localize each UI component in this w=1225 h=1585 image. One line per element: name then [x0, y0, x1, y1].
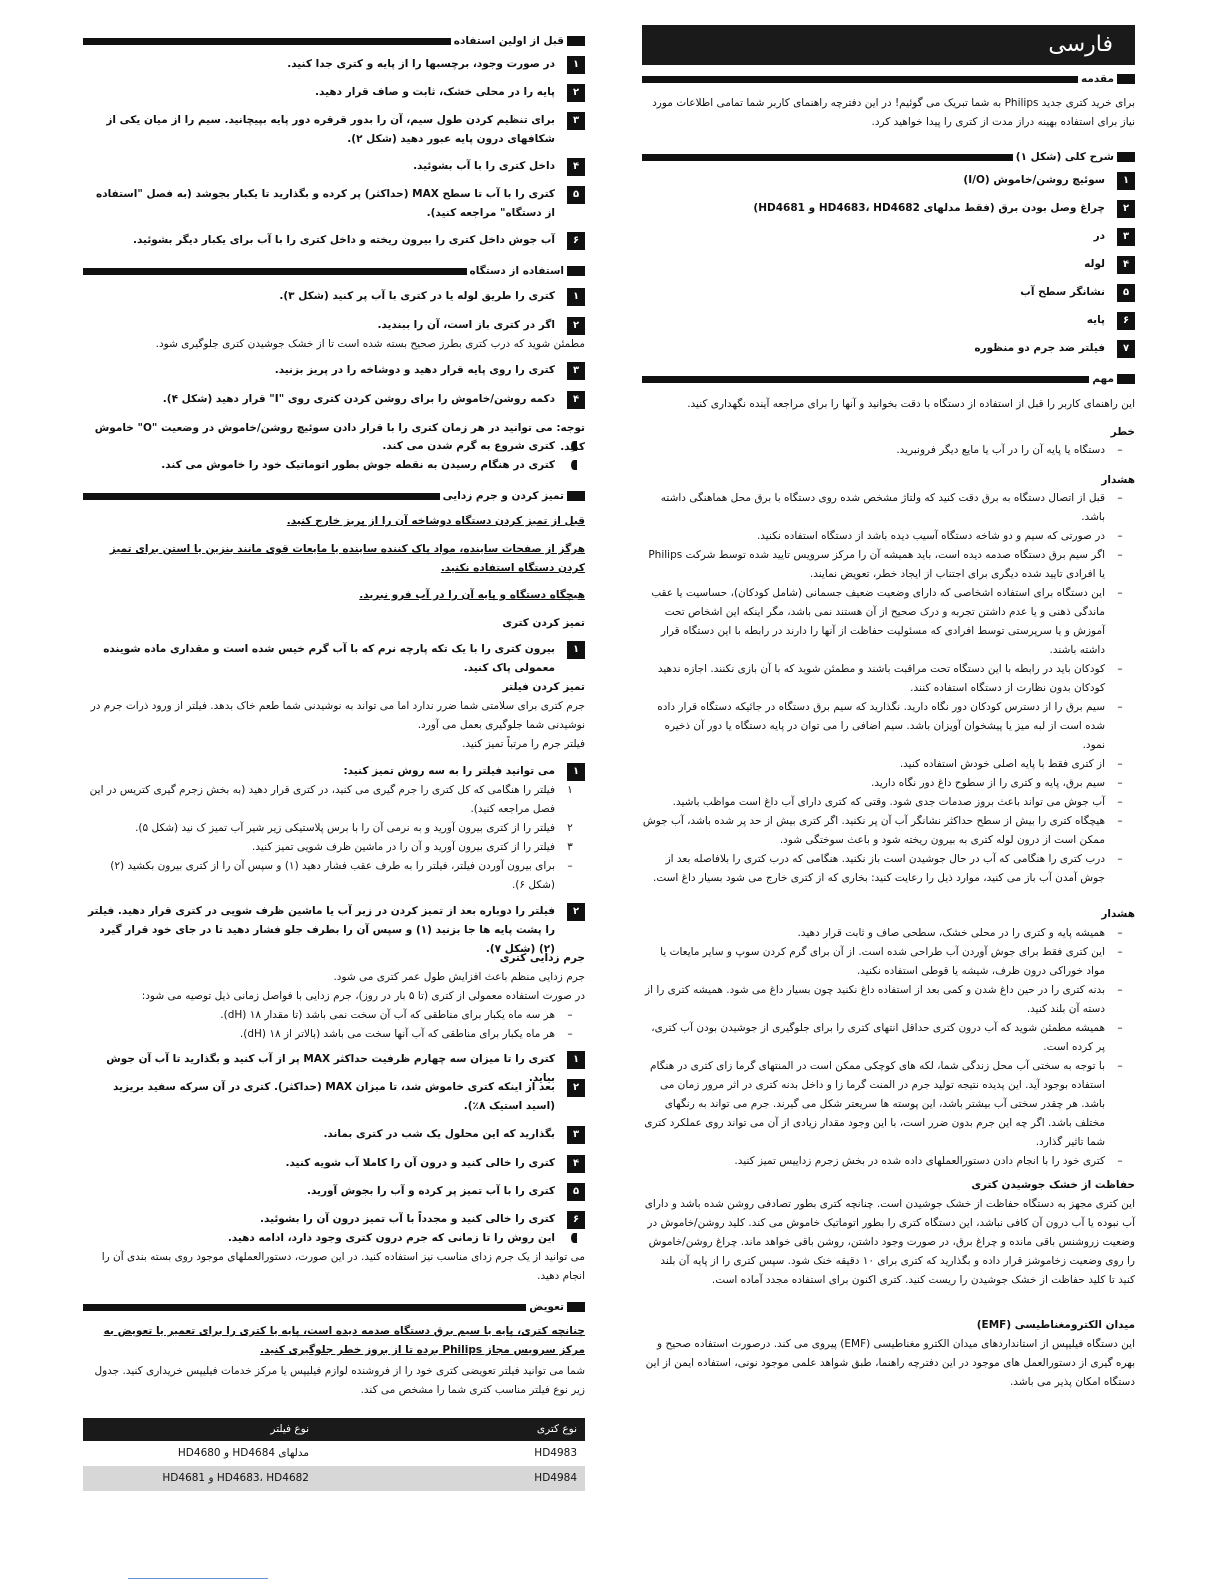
filter-method: ۳ فیلتر را از کتری بیرون آورید و آن را در ماشین ظرف شویی تمیز کنید. [252, 841, 573, 853]
overview-item: ۶ پایه [642, 311, 1135, 330]
emf-text: این دستگاه فیلیپس از استانداردهای میدان الکترو مغناطیسی (EMF) پیروی می کند. درصورت استفاده صحیح و بهره گیری از دستورالعمل های موجود در این دفترچه راهنما، طبق شواهد علمی موجود نونی، استفاده ایمن از این دستگاه امکان پذیر می باشد. [645, 1338, 1135, 1388]
descale-line: در صورت استفاده معمولی از کتری (تا ۵ بار در روز)، جرم زدایی با فواصل زمانی ذیل توصیه می شود: [141, 990, 585, 1002]
filter-regular: فیلتر جرم را مرتباً تمیز کنید. [462, 738, 585, 750]
first-use-item: ۲ پایه را در محلی خشک، ثابت و صاف قرار دهید. [83, 83, 585, 102]
footer-rule [128, 1578, 268, 1579]
caution-item: – کتری خود را با انجام دادن دستورالعملهای داده شده در بخش زجرم زداییس تمیز کنید. [734, 1155, 1123, 1167]
danger-item: – دستگاه یا پایه آن را در آب یا مایع دیگر فرونبرید. [896, 444, 1123, 456]
descale-item: ۱ کتری را تا میزان سه چهارم ظرفیت حداکثر MAX پر از آب کنید و بگذارید تا آب آن جوش بیاید. [83, 1050, 585, 1088]
table-cell: HD4683، HD4682 و HD4681 [83, 1466, 419, 1491]
warning-item: – سیم برق، پایه و کتری را از سطوح داغ دور نگاه دارید. [871, 777, 1123, 789]
table-cell: مدلهای HD4684 و HD4680 [177, 1447, 309, 1459]
replacement-text: شما می توانید فیلتر تعویضی کتری خود را از فروشنده لوازم فیلیپس یا مرکز خدمات فیلیپس خریداری کنید. جدول زیر نوع فیلتر مناسب کتری شما را مشخص می کند. [94, 1365, 585, 1396]
warning-label: هشدار [1101, 474, 1135, 486]
section-header-first-use: قبل از اولین استفاده [83, 34, 585, 48]
table-row [83, 1466, 585, 1491]
table-header: نوع کتری [419, 1418, 585, 1441]
filter-clean-heading: تمیز کردن فیلتر [502, 681, 585, 693]
caution-item: – همیشه مطمئن شوید که آب درون کتری حداقل انتهای کتری را برای جلوگیری از جوشیدن بودن آب کتری، پر کرده است. [651, 1022, 1123, 1053]
filter-item: ۲ فیلتر را دوباره بعد از تمیز کردن در زیر آب یا ماشین ظرف شویی در کتری قرار دهید. فیلتر را پشت پایه ها جا بزنید (۱) و سپس آن را بطرف جلو فشار دهید تا در جای خود قرار گیرد (۲) (شکل ۷). [83, 902, 585, 959]
first-use-item: ۶ آب جوش داخل کتری را بیرون ریخته و داخل کتری را با آب برای یکبار دیگر بشوئید. [83, 231, 585, 250]
use-bullet: کتری شروع به گرم شدن می کند. [382, 440, 555, 452]
warning-item: – قبل از اتصال دستگاه به برق دقت کنید که ولتاژ مشخص شده روی دستگاه با برق محل هماهنگی داشته باشد. [660, 492, 1123, 523]
table-header: نوع فیلتر [83, 1418, 419, 1441]
table-cell: HD4983 [534, 1447, 577, 1459]
descale-heading: جرم زدایی کتری [499, 952, 585, 964]
filter-clean-text: جرم کتری برای سلامتی شما ضرر ندارد اما می تواند به نوشیدنی شما طعم خاک بدهد. فیلتر از ورود ذرات جرم در نوشیدنی شما جلوگیری بعمل می آورد. [90, 700, 585, 731]
warning-item: – هیچگاه کتری را بیش از سطح حداکثر نشانگر آب آن پر نکنید. اگر کتری بیش از حد پر شده باشد، آب جوش ممکن است از درون لوله کتری به بیرون ریخته شود و باعث سوختگی شود. [642, 815, 1123, 846]
overview-item: ۷ فیلتر ضد جرم دو منظوره [642, 339, 1135, 358]
filter-method: ۱ فیلتر را هنگامی که کل کتری را جرم گیری می کنید، در کتری قرار دهید (به بخش زجرم گیری کتریس در این فصل مراجعه کنید). [89, 784, 573, 815]
language-title: فارسی [1048, 32, 1113, 57]
use-note: توجه: می توانید در هر زمان کتری را با قرار دادن سوئیچ روشن/خاموش در وضعیت "O" خاموش کنید. [94, 422, 585, 453]
kettle-clean-item: ۱ بیرون کتری را با یک تکه پارچه نرم که با آب گرم خیس شده است و مقداری ماده شوینده معمولی پاک کنید. [83, 640, 585, 678]
filter-method: – برای بیرون آوردن فیلتر، فیلتر را به طرف عقب فشار دهید (۱) و سپس آن را از کتری بیرون بکشید (۲) (شکل ۶). [110, 860, 573, 891]
warning-item: – آب جوش می تواند باعث بروز صدمات جدی شود. وقتی که کتری دارای آب داغ است مواظب باشید. [672, 796, 1123, 808]
first-use-item: ۵ کتری را با آب تا سطح MAX (حداکثر) پر کرده و بگذارید تا یکبار بجوشد (به فصل "استفاده از دستگاه" مراجعه کنید). [83, 185, 585, 223]
caution-item: – همیشه پایه و کتری را در محلی خشک، سطحی صاف و ثابت قرار دهید. [797, 927, 1123, 939]
overview-item: ۲ چراغ وصل بودن برق (فقط مدلهای HD4683، HD4682 و HD4681) [642, 199, 1135, 218]
table-row [83, 1441, 585, 1466]
descale-final: می توانید از یک جرم زدای مناسب نیز استفاده کنید. در این صورت، دستورالعملهای موجود روی بسته بندی آن را انجام دهید. [101, 1251, 585, 1282]
section-header-intro: مقدمه [642, 72, 1135, 86]
descale-item: ۳ بگذارید که این محلول یک شب در کتری بماند. [83, 1125, 585, 1144]
caution-list [642, 924, 1135, 1171]
use-bullet: کتری در هنگام رسیدن به نقطه جوش بطور اتوماتیک خود را خاموش می کند. [161, 459, 555, 471]
warning-item: – این دستگاه برای استفاده اشخاصی که دارای وضعیت ضعیف جسمانی (شامل کودکان)، حساسیت یا عقب ماندگی ذهنی و یا عدم داشتن تجربه و درک صحیح از آن هستند نمی باشد، مگر اینکه این اشخاص تحت آموزش و یا سرپرستی توسط افرادی که مسئولیت حفاظت از آنها را دارند در رابطه با این دستگاه قرار داشته باشند. [651, 587, 1123, 656]
use-item2-note: مطمئن شوید که درب کتری بطرز صحیح بسته شده است تا از خشک جوشیدن کتری جلوگیری شود. [155, 338, 585, 350]
descale-item: ۴ کتری را خالی کنید و درون آن را کاملا آب شویه کنید. [83, 1154, 585, 1173]
danger-label: خطر [1110, 426, 1135, 438]
descale-dash: – هر ماه یکبار برای مناطقی که آب آنها سخت می باشد (بالاتر از ۱۸ (dH). [239, 1028, 573, 1040]
warning-item: – از کتری فقط با پایه اصلی خودش استفاده کنید. [899, 758, 1123, 770]
first-use-item: ۱ در صورت وجود، برچسبها را از پایه و کتری جدا کنید. [83, 55, 585, 74]
overview-item: ۳ در [642, 227, 1135, 246]
filter-methods [83, 781, 585, 895]
filter-type-table [83, 1418, 585, 1491]
filter-method: ۲ فیلتر را از کتری بیرون آورید و به نرمی آن را با برس پلاستیکی زیر شیر آب تمیز ک نید (شکل ۵). [135, 822, 573, 834]
caution-item: – بدنه کتری را در حین داغ شدن و کمی بعد از استفاده داغ نکنید چون بسیار داغ می شود. همیشه کتری را از دسته آن بلند کنید. [645, 984, 1123, 1015]
dry-boil-text: این کتری مجهز به دستگاه حفاظت از خشک جوشیدن است. چنانچه کتری بطور تصادفی روشن شده باشد و دارای آب نبوده یا آب درون آن کافی نباشد، این دستگاه کتری را بطور اتوماتیک خاموش می کند. کلید روشن/خاموش در وضعیت زروشنس باقی مانده و چراغ برق، در صورت وجود داشتن، روشن باقی خواهد ماند. چراغ روشن/خاموش را روی وضعیت زخاموشز قرار داده و بگذارید که کتری برای ۱۰ دقیقه خنک شود. سپس کتری را از پایه آن بلند کنید تا کلید حفاظت از خشک جوشیدن را ریست کنید. کتری اکنون برای استفاده مجدد آماده است. [644, 1198, 1135, 1286]
descale-item: ۵ کتری را با آب تمیز پر کرده و آب را بجوش آورید. [83, 1182, 585, 1201]
filter-item: ۱ می توانید فیلتر را به سه روش تمیز کنید: [83, 762, 585, 781]
use-item: ۳ کتری را روی پایه قرار دهید و دوشاخه را در پریز بزنید. [83, 361, 585, 380]
dry-boil-heading: حفاظت از خشک جوشیدن کتری [971, 1179, 1135, 1191]
first-use-item: ۴ داخل کتری را با آب بشوئید. [83, 157, 585, 176]
warning-item: – کودکان باید در رابطه با این دستگاه تحت مراقبت باشند و مطمئن شوید که با آن بازی نکنند. اجازه ندهید کودکان بدون نظارت از دستگاه استفاده کنند. [657, 663, 1123, 694]
overview-item: ۴ لوله [642, 255, 1135, 274]
emf-heading: میدان الکترومغناطیسی (EMF) [976, 1319, 1135, 1331]
cleaning-warning: قبل از تمیز کردن دستگاه دوشاخه آن را از پریز خارج کنید. [286, 515, 585, 527]
warning-item: – اگر سیم برق دستگاه صدمه دیده است، باید همیشه آن را مرکز سرویس تایید شده توسط شرکت Philips یا افرادی تایید شده دیگری برای اجتناب از ایجاد خطر، تعویض نمایند. [648, 549, 1123, 580]
right-column [642, 0, 1135, 1585]
section-header-use: استفاده از دستگاه [83, 264, 585, 278]
overview-item: ۱ سوئیچ روشن/خاموش (I/O) [642, 171, 1135, 190]
warning-item: – درب کتری را هنگامی که آب در حال جوشیدن است باز نکنید. هنگامی که درب کتری را بلافاصله بعد از جوش آمدن آب باز می کنید، موارد ذیل را رعایت کنید: بخاری که از کتری خارج می شود بسیار داغ است. [652, 853, 1123, 884]
kettle-clean-heading: تمیز کردن کتری [502, 617, 585, 629]
warning-item: – سیم برق را از دسترس کودکان دور نگاه دارید. نگذارید که سیم برق دستگاه در جائیکه دستگاه قرار داده شده است از لبه میز یا پیشخوان آویزان باشد. سیم اضافی را می توان در پایه دستگاه یا دور آن ذخیره نمود. [657, 701, 1123, 751]
section-header-important: مهم [642, 372, 1135, 386]
caution-item: – با توجه به سختی آب محل زندگی شما، لکه های کوچکی ممکن است در المنتهای گرما زای کتری در هنگام استفاده بوجود آید. این پدیده نتیجه تولید جرم در المنت گرما زا و داخل بدنه کتری در اثر مرور زمان می باشد. هر چقدر سختی آب بیشتر باشد، این پوسته ها سریعتر شکل می گیرند. جرم می تواند به رنگهای مختلف باشد. اگر چه این جرم بدون ضرر است، با این وجود مقدار زیادی از آن می تواند روی عملکرد کتری شما تاثیر گذارد. [644, 1060, 1123, 1148]
section-header-overview: شرح کلی (شکل ۱) [642, 150, 1135, 164]
warning-list [642, 489, 1135, 888]
left-column [83, 0, 585, 1585]
descale-bullet: این روش را تا زمانی که جرم درون کتری وجود دارد، ادامه دهید. [227, 1232, 555, 1244]
section-header-cleaning: تمیز کردن و جرم زدایی [83, 489, 585, 503]
descale-line: جرم زدایی منظم باعث افزایش طول عمر کتری می شود. [333, 971, 585, 983]
cleaning-warning: هیچگاه دستگاه و پایه آن را در آب فرو نبرید. [359, 589, 585, 601]
descale-item: ۶ کتری را خالی کنید و مجدداً با آب تمیز درون آن را بشوئید. [83, 1210, 585, 1229]
table-cell: HD4984 [419, 1466, 585, 1491]
intro-text: برای خرید کتری جدید Philips به شما تبریک می گوئیم! در این دفترچه راهنمای کاربر شما تمامی اطلاعات مورد نیاز برای استفاده بهینه دراز مدت از کتری را پیدا خواهید کرد. [652, 97, 1135, 128]
section-header-replacement: تعویض [83, 1300, 585, 1314]
descale-dash: – هر سه ماه یکبار برای مناطقی که آب آن سخت نمی باشد (تا مقدار ۱۸ (dH). [220, 1009, 573, 1021]
use-item: ۲ اگر در کتری باز است، آن را ببندید. [83, 316, 585, 335]
important-intro: این راهنمای کاربر را قبل از استفاده از دستگاه با دقت بخوانید و آنها را برای مراجعه آینده نگهداری کنید. [687, 398, 1135, 410]
replacement-warning: چنانچه کتری، پایه یا سیم برق دستگاه صدمه دیده است، پایه یا کتری را برای تعمیر یا تعویض به مرکز سرویس مجاز Philips برده تا از بروز خطر جلوگیری کنید. [103, 1325, 585, 1356]
warning-item: – در صورتی که سیم و دو شاخه دستگاه آسیب دیده باشد از دستگاه استفاده نکنید. [756, 530, 1123, 542]
caution-item: – این کتری فقط برای جوش آوردن آب طراحی شده است. از آن برای گرم کردن سوپ و سایر مایعات یا مواد خوراکی درون ظرف، شیشه یا قوطی استفاده نکنید. [660, 946, 1123, 977]
caution-label: هشدار [1101, 908, 1135, 920]
use-item: ۴ دکمه روشن/خاموش را برای روشن کردن کتری روی "I" قرار دهید (شکل ۴). [83, 390, 585, 409]
table-header-row [83, 1418, 585, 1441]
use-item: ۱ کتری را طریق لوله یا در کتری با آب پر کنید (شکل ۳). [83, 287, 585, 306]
cleaning-warning: هرگز از صفحات ساینده، مواد پاک کننده ساینده یا مایعات قوی مانند بنزین یا استن برای تمیز کردن دستگاه استفاده نکنید. [109, 543, 585, 574]
first-use-item: ۳ برای تنظیم کردن طول سیم، آن را بدور قرقره دور پایه بپیچانید. سیم را از میان یکی از شکافهای درون پایه عبور دهید (شکل ۲). [83, 111, 585, 149]
overview-item: ۵ نشانگر سطح آب [642, 283, 1135, 302]
descale-item: ۲ بعد از اینکه کتری خاموش شد، تا میزان MAX (حداکثر). کتری در آن سرکه سفید بریزید (اسید استیک ۸٪). [83, 1078, 585, 1116]
